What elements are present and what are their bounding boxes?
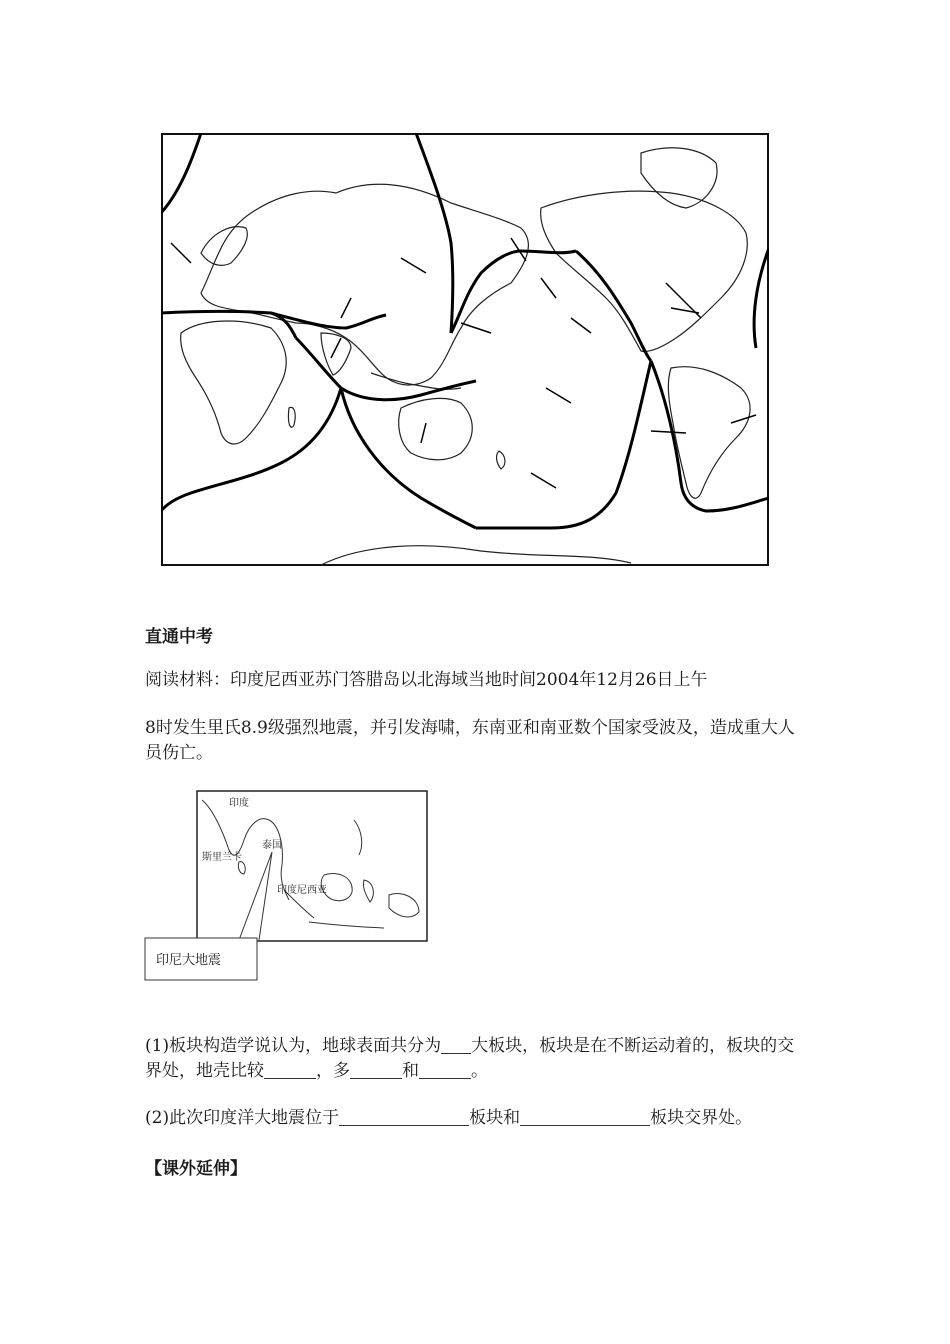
q2-blank-plate-2[interactable]: [520, 1107, 650, 1126]
question-1: [145, 1034, 810, 1084]
label-india: 印度: [229, 798, 249, 809]
reading-line-2: 8时发生里氏8.9级强烈地震，并引发海啸，东南亚和南亚数个国家受波及，造成重大人员伤亡。: [145, 718, 795, 763]
q2-text-3: 板块交界处。: [650, 1108, 753, 1128]
question-2: [145, 1106, 810, 1131]
q1-blank-plate-count[interactable]: [441, 1035, 471, 1054]
label-indonesia: 印度尼西亚: [277, 885, 327, 896]
extension-heading: 【课外延伸】: [145, 1159, 247, 1179]
world-plate-map: [161, 133, 769, 566]
q2-text-1: (2)此次印度洋大地震位于: [145, 1108, 340, 1128]
reading-line-1: 阅读材料：印度尼西亚苏门答腊岛以北海域当地时间2004年12月26日上午: [145, 670, 708, 690]
q1-text-4: 和: [402, 1061, 419, 1081]
callout-label: 印尼大地震: [156, 953, 222, 968]
q2-blank-plate-1[interactable]: [339, 1107, 469, 1126]
q1-blank-phenomenon-2[interactable]: [419, 1060, 471, 1079]
label-srilanka: 斯里兰卡: [202, 852, 242, 863]
q1-text-1: (1)板块构造学说认为，地球表面共分为: [145, 1036, 442, 1056]
q1-blank-phenomenon-1[interactable]: [350, 1060, 402, 1079]
label-thailand: 泰国: [262, 840, 282, 851]
q1-text-3: ，多: [316, 1061, 350, 1081]
inset-map: [144, 790, 430, 984]
section-heading: 直通中考: [145, 627, 213, 647]
q1-blank-crust[interactable]: [264, 1060, 316, 1079]
q1-text-2: 大板块，板块是在不断运动着的，板块的交界处，地壳比较: [145, 1036, 795, 1081]
q2-text-2: 板块和: [469, 1108, 521, 1128]
q1-text-5: 。: [471, 1061, 488, 1081]
